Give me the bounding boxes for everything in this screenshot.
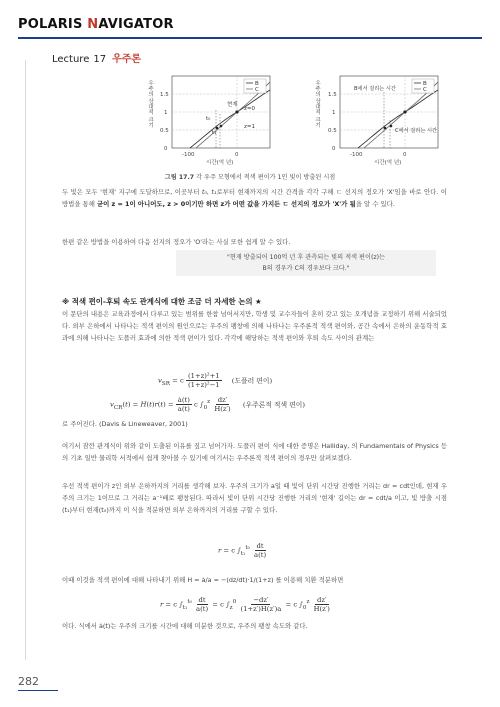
svg-text:1.5: 1.5 (328, 92, 337, 98)
equation-cosmological: $v_{CR}(t) = H(t)r(t)$ = $\frac{ȧ(t)}{a(t)}$ c $\int_0^z$ $\frac{dz'}{H(z')}$ (우주론적 적색 편이) (110, 396, 306, 413)
svg-text:z=0: z=0 (244, 106, 255, 112)
svg-text:1.5: 1.5 (160, 92, 169, 98)
svg-text:0: 0 (235, 152, 239, 158)
section-heading: ※ 적색 편이-후퇴 속도 관계식에 대한 조금 더 자세한 논의 ★ (62, 297, 262, 306)
paragraph-6: 우선 적색 편이가 z인 외부 은하까지의 거리를 생각해 보자. 우주의 크기가 a일 때 빛이 단위 시간당 진행한 거리는 dr = cdt인데, 현재 우주의 크기는 1이므로 그 거리는 a⁻¹배로 팽창된다. 따라서 빛이 단위 시간당 진행한 거리의 '현재' 길이는 dr = cdt/a 이고, 빛 방출 시점(t₁)부터 현재(t₀)까지 이 식을 적분하면 외부 은하까지의 거리를 구할 수 있다. (62, 482, 447, 514)
right-ylabel: 우주의 상대적 크기 (314, 80, 320, 128)
margin-line (25, 60, 26, 660)
svg-text:0: 0 (403, 152, 407, 158)
svg-text:0: 0 (164, 146, 168, 152)
svg-text:0.5: 0.5 (328, 128, 337, 134)
paragraph-3: 이 문단의 내용은 교육과정에서 다루고 있는 범위를 한참 넘어서지만, 학생 및 교수자들이 혼히 갖고 있는 오개념을 교정하기 위해 서술되었다. 외부 은하에서 나타나는 적색 편이의 원인으로는 우주의 팽창에 의해 나타나는 우주론적 적색 편이와, 공간 속에서 은하의 운동학적 효과에 의해 나타나는 도플러 효과에 의한 적색 편이가 있다. 각각에 해당하는 적색 편이와 후퇴 속도 사이의 관계는 (62, 310, 447, 342)
svg-text:t₀: t₀ (206, 116, 211, 122)
figure-caption: 그림 17.7 각 우주 모형에서 적색 편이가 1인 빛이 방출된 시점 (164, 174, 336, 181)
svg-text:0: 0 (332, 146, 336, 152)
svg-text:C: C (423, 87, 427, 93)
svg-text:-100: -100 (182, 152, 195, 158)
lecture-heading: Lecture 17 우주론 (52, 54, 142, 65)
brand-title: POLARIS NAVIGATOR (18, 17, 174, 32)
paragraph-1: 두 빛은 모두 '현재' 지구에 도달하므로, 이곳부터 t₀, t₁로부터 현재까지의 시간 간격을 각각 구해 ㄷ 선지의 정오가 'X'임을 바로 안다. 이 방법을 통해 굳이 z = 1이 아니어도, z > 0이기만 하면 z가 어떤 값을 가지든 ㄷ 선지의 정오가 'X'가 됨을 알 수 있다. (62, 188, 447, 208)
left-chart (147, 76, 270, 166)
paragraph-5: 여기서 잠깐 관계식이 위와 같이 도출된 이유를 짚고 넘어가자. 도플러 편이 식에 대한 증명은 Halliday, 의 Fundamentals of Physics 등의 기초 일반 물리학 서적에서 쉽게 찾아볼 수 있기에 여기서는 우주론적 적색 편이의 경우만 살펴보겠다. (62, 442, 447, 462)
svg-text:B: B (423, 81, 427, 87)
quote-box: "현재 방출되어 100억 년 후 관측되는 빛의 적색 편이(z)는 B의 경우가 C의 경우보다 크다." (176, 250, 436, 276)
header-rule (18, 37, 482, 39)
svg-text:z=1: z=1 (244, 124, 255, 130)
equation-substitution: r = c $\int_{t_1}^{t_0}$ $\frac{dt}{a(t)}$ = c $\int_z^0$ $\frac{-dz'}{(1+z')H(z')a}$ = c $\int_0^z$ $\frac{dz'}{H(z')}$ (160, 596, 330, 613)
right-xlabel: 시간(억 년) (374, 160, 402, 166)
page-number: 282 (18, 675, 39, 688)
left-ylabel: 우주의 상대적 크기 (147, 80, 153, 128)
equation-distance: r = c $\int_{t_1}^{t_0}$ $\frac{dt}{a(t)}$ (218, 542, 267, 559)
figure-17-7 (140, 70, 460, 170)
svg-text:B에서 걸리는 시간: B에서 걸리는 시간 (354, 86, 396, 92)
svg-text:1: 1 (332, 110, 336, 116)
svg-text:B: B (255, 81, 259, 87)
paragraph-8: 이다. 식에서 ȧ(t)는 우주의 크기를 시간에 대해 미분한 것으로, 우주의 팽창 속도와 같다. (62, 622, 308, 630)
svg-text:1: 1 (164, 110, 168, 116)
svg-text:0.5: 0.5 (160, 128, 169, 134)
svg-text:t₁: t₁ (212, 130, 217, 136)
svg-text:현재: 현재 (227, 102, 238, 108)
equation-doppler: $v_{SR} = c$ $\frac{\text{(1+z)²+1}}{\text{(1+z)²−1}}$ (도플러 편이) (158, 372, 273, 389)
paragraph-4: 로 주어진다. (Davis & Lineweaver, 2001) (62, 420, 188, 428)
left-xlabel: 시간(억 년) (206, 160, 234, 166)
left-curve-b (190, 90, 270, 148)
footer-rule (18, 690, 58, 691)
paragraph-7: 이때 이것을 적색 편이에 대해 나타내기 위해 H = ȧ/a = −(dz/dt)·1/(1+z) 를 이용해 치환 적분하면 (62, 576, 344, 584)
svg-text:C: C (255, 87, 259, 93)
right-chart (314, 76, 438, 166)
svg-text:-100: -100 (350, 152, 363, 158)
svg-text:C에서 걸리는 시간: C에서 걸리는 시간 (395, 128, 437, 134)
paragraph-2: 한편 같은 방법을 이용하여 다음 선지의 정오가 'O'라는 사실 또한 쉽게 알 수 있다. (62, 238, 291, 246)
